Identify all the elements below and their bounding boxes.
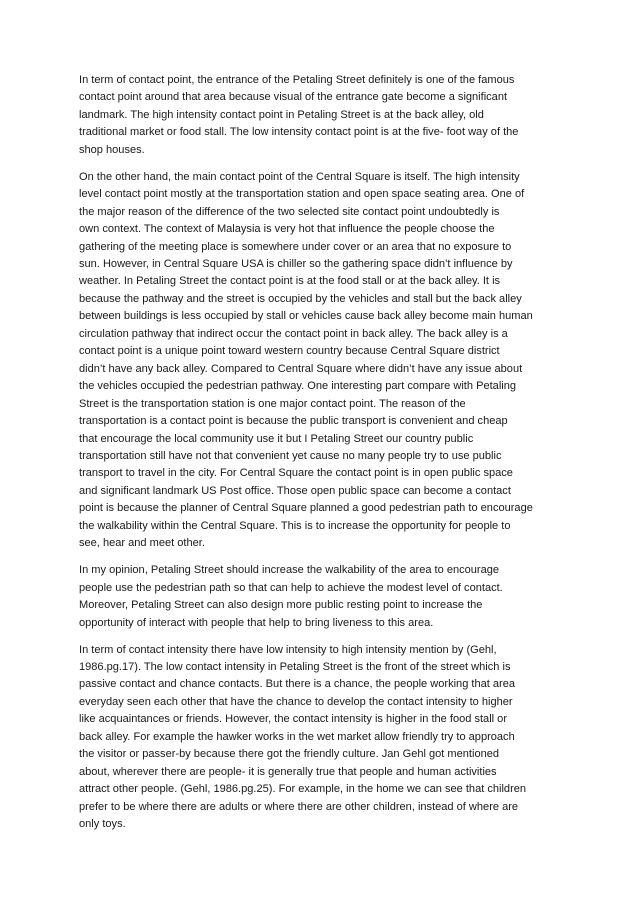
text-line: own context. The context of Malaysia is very hot that influence the people choose the: [79, 223, 495, 236]
text-line: contact point around that area because visual of the entrance gate become a significant: [79, 91, 508, 104]
text-line: In my opinion, Petaling Street should increase the walkability of the area to encourage: [79, 564, 500, 577]
text-line: Moreover, Petaling Street can also design more public resting point to increase the: [79, 599, 483, 612]
text-line: passive contact and chance contacts. But there is a chance, the people working that area: [79, 678, 516, 691]
text-line: the vehicles occupied the pedestrian pathway. One interesting part compare with Petaling: [79, 380, 517, 393]
document-body: [79, 72, 559, 843]
text-line: the walkability within the Central Square. This is to increase the opportunity for people to: [79, 519, 511, 532]
text-line: contact point is a unique point toward western country because Central Square district: [79, 345, 500, 358]
text-line: landmark. The high intensity contact point in Petaling Street is at the back alley, old: [79, 108, 484, 121]
paragraph-2: [79, 169, 559, 553]
text-line: level contact point mostly at the transportation station and open space seating area. One of: [79, 188, 525, 201]
text-line: people use the pedestrian path so that can help to achieve the modest level of contact.: [79, 581, 503, 594]
text-line: circulation pathway that indirect occur the contact point in back alley. The back alley is a: [79, 327, 508, 340]
text-line: that encourage the local community use it but I Petaling Street our country public: [79, 432, 474, 445]
text-line: and significant landmark US Post office. Those open public space can become a contact: [79, 484, 511, 497]
text-line: because the pathway and the street is occupied by the vehicles and stall but the back alley: [79, 292, 522, 305]
text-line: transportation still have not that convenient yet cause no many people try to use public: [79, 450, 502, 463]
text-line: prefer to be where there are adults or where there are other children, instead of where are: [79, 800, 519, 813]
text-line: 1986.pg.17). The low contact intensity in Petaling Street is the front of the street which is: [79, 661, 511, 673]
text-line: everyday seen each other that have the chance to develop the contact intensity to higher: [79, 695, 513, 708]
text-line: the visitor or passer-by because there got the friendly culture. Jan Gehl got mentioned: [79, 748, 500, 761]
text-line: see, hear and meet other.: [79, 537, 205, 550]
text-line: transportation is a contact point is because the public transport is convenient and cheap: [79, 415, 508, 428]
text-line: only toys.: [79, 818, 126, 831]
paragraph-4: [79, 642, 559, 834]
text-line: Street is the transportation station is one major contact point. The reason of the: [79, 397, 466, 410]
text-line: In term of contact intensity there have low intensity to high intensity mention by (Gehl,: [79, 643, 497, 656]
paragraph-1: [79, 72, 559, 159]
text-line: sun. However, in Central Square USA is chiller so the gathering space didn’t influence by: [79, 258, 513, 271]
text-line: point is because the planner of Central Square planned a good pedestrian path to encourage: [79, 502, 533, 515]
text-line: the major reason of the difference of the two selected site contact point undoubtedly is: [79, 205, 500, 218]
text-line: back alley. For example the hawker works in the wet market allow friendly try to approach: [79, 730, 515, 743]
text-line: traditional market or food stall. The low intensity contact point is at the five- foot way of the: [79, 126, 519, 139]
text-line: attract other people. (Gehl, 1986.pg.25). For example, in the home we can see that children: [79, 783, 527, 796]
paragraph-3: [79, 562, 559, 632]
text-line: In term of contact point, the entrance of the Petaling Street definitely is one of the famous: [79, 74, 515, 86]
text-line: gathering of the meeting place is somewhere under cover or an area that no exposure to: [79, 240, 512, 253]
text-line: didn’t have any back alley. Compared to Central Square where didn’t have any issue about: [79, 362, 523, 375]
text-line: shop houses.: [79, 143, 145, 156]
text-line: transport to travel in the city. For Central Square the contact point is in open public space: [79, 467, 513, 480]
text-line: between buildings is less occupied by stall or vehicles cause back alley become main human: [79, 310, 533, 323]
text-line: opportunity of interact with people that help to bring liveness to this area.: [79, 616, 434, 629]
text-line: weather. In Petaling Street the contact point is at the food stall or at the back alley. It is: [79, 275, 501, 288]
text-line: On the other hand, the main contact point of the Central Square is itself. The high intensity: [79, 170, 520, 183]
text-line: about, wherever there are people- it is generally true that people and human activities: [79, 765, 497, 778]
text-line: like acquaintances or friends. However, the contact intensity is higher in the food stall or: [79, 713, 507, 726]
